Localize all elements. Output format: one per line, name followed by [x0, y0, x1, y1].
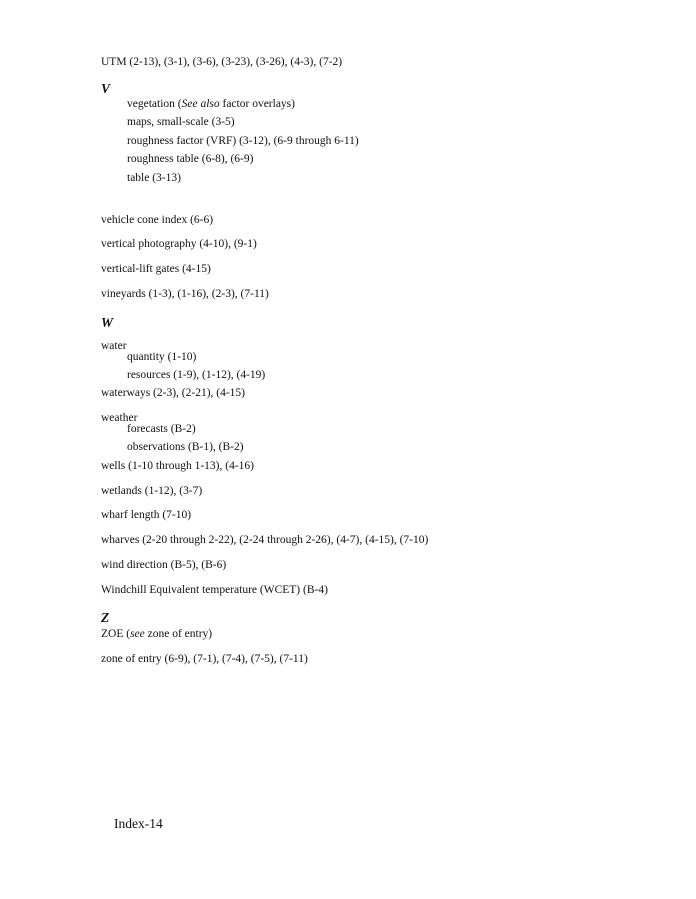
index-entry-wells: wells (1-10 through 1-13), (4-16) — [101, 460, 254, 472]
text-fragment: vegetation ( — [127, 98, 182, 110]
index-subentry-table: table (3-13) — [127, 172, 181, 184]
index-entry-vertical-photography: vertical photography (4-10), (9-1) — [101, 238, 257, 250]
index-subentry-quantity: quantity (1-10) — [127, 351, 197, 363]
index-entry-wharves: wharves (2-20 through 2-22), (2-24 through 2-26), (4-7), (4-15), (7-10) — [101, 534, 429, 546]
index-entry-wharf-length: wharf length (7-10) — [101, 509, 192, 521]
index-entry-zoe — [101, 627, 212, 641]
index-entry-windchill: Windchill Equivalent temperature (WCET) (B-4) — [101, 584, 328, 596]
section-letter-z: Z — [101, 610, 110, 625]
index-entry-weather: weather — [101, 412, 138, 424]
index-entry-zone-of-entry: zone of entry (6-9), (7-1), (7-4), (7-5), (7-11) — [101, 653, 308, 665]
index-subentry-maps: maps, small-scale (3-5) — [127, 116, 235, 128]
see-also-reference: See also — [181, 98, 220, 110]
index-entry-vegetation — [127, 97, 295, 111]
index-subentry-forecasts: forecasts (B-2) — [127, 423, 196, 435]
page-number-footer: Index-14 — [114, 816, 163, 831]
index-entry-vineyards: vineyards (1-3), (1-16), (2-3), (7-11) — [101, 288, 269, 300]
index-entry-water: water — [101, 340, 127, 352]
index-subentry-roughness-factor: roughness factor (VRF) (3-12), (6-9 through 6-11) — [127, 135, 359, 147]
index-entry-vertical-lift: vertical-lift gates (4-15) — [101, 263, 211, 275]
section-letter-v: V — [101, 81, 111, 96]
index-subentry-resources: resources (1-9), (1-12), (4-19) — [127, 369, 266, 381]
text-fragment: factor overlays) — [219, 98, 295, 110]
text-fragment: ZOE ( — [101, 628, 131, 640]
section-letter-w: W — [101, 315, 114, 330]
index-entry-vehicle-cone: vehicle cone index (6-6) — [101, 214, 214, 226]
text-fragment: zone of entry) — [144, 628, 213, 640]
index-entry-waterways: waterways (2-3), (2-21), (4-15) — [101, 387, 246, 399]
index-entry-wind-direction: wind direction (B-5), (B-6) — [101, 559, 227, 571]
index-entry-utm: UTM (2-13), (3-1), (3-6), (3-23), (3-26), (4-3), (7-2) — [101, 56, 343, 68]
index-subentry-observations: observations (B-1), (B-2) — [127, 441, 244, 453]
index-entry-wetlands: wetlands (1-12), (3-7) — [101, 485, 203, 497]
see-reference: see — [130, 628, 145, 640]
index-subentry-roughness-table: roughness table (6-8), (6-9) — [127, 153, 254, 165]
